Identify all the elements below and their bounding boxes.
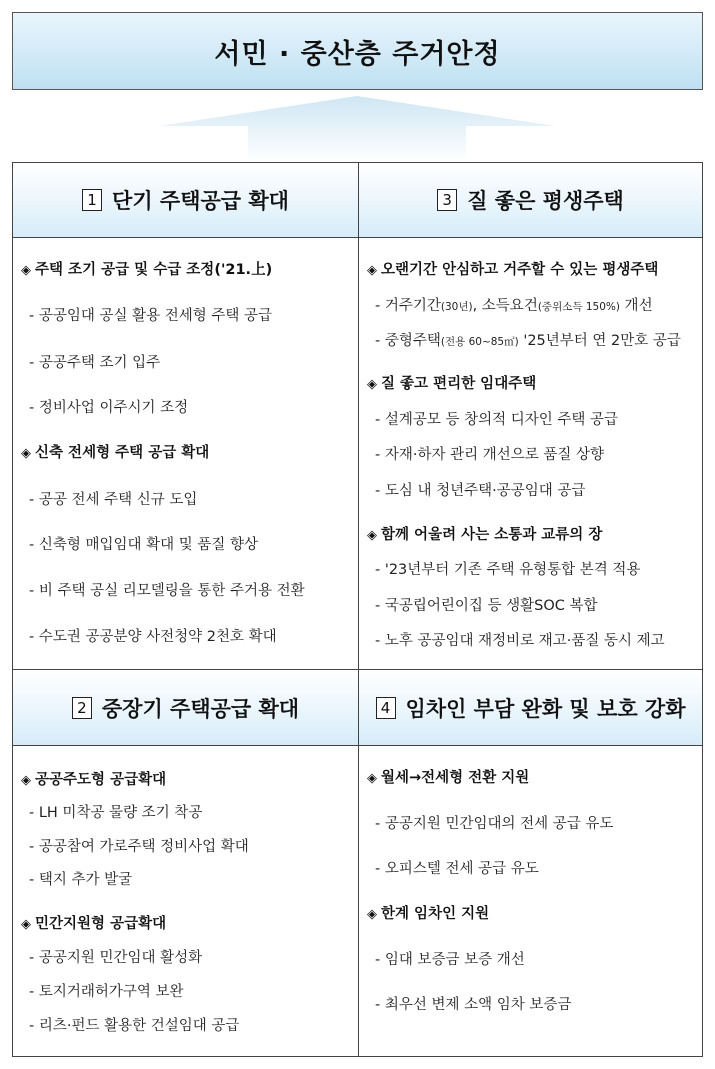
diamond-bullet-icon: ◈ — [367, 771, 377, 786]
section-heading — [21, 260, 354, 281]
list-item: - 비 주택 공실 리모델링을 통한 주거용 전환 — [29, 583, 305, 599]
list-item-part: - 거주기간 — [375, 298, 441, 314]
section-heading — [367, 904, 698, 925]
section-heading-text: 민간지원형 공급확대 — [35, 916, 167, 932]
section-heading — [367, 768, 698, 789]
list-item: - 공공지원 민간임대의 전세 공급 유도 — [375, 816, 614, 832]
diamond-bullet-icon: ◈ — [367, 377, 377, 392]
quadrant-body — [13, 746, 358, 1056]
quadrant-title: 중장기 주택공급 확대 — [101, 696, 300, 721]
quadrant-header — [13, 670, 358, 746]
diamond-bullet-icon: ◈ — [367, 528, 377, 543]
list-item: - LH 미착공 물량 조기 착공 — [29, 805, 203, 821]
list-item: - 공공지원 민간임대 활성화 — [29, 950, 203, 966]
list-item-part: (30년) — [440, 301, 473, 313]
list-item-part: '25년부터 연 2만호 공급 — [518, 333, 681, 349]
list-item: - 토지거래허가구역 보완 — [29, 984, 184, 1000]
quadrant-body — [359, 746, 702, 1056]
quadrant-long-term-supply — [13, 670, 358, 1056]
section-heading-text: 공공주도형 공급확대 — [35, 772, 167, 788]
diamond-bullet-icon: ◈ — [21, 773, 31, 788]
list-item: - 수도권 공공분양 사전청약 2천호 확대 — [29, 629, 277, 645]
number-box: 3 — [437, 189, 457, 211]
list-item: - 공공 전세 주택 신규 도입 — [29, 492, 198, 508]
list-item: - '23년부터 기존 주택 유형통합 본격 적용 — [375, 562, 641, 578]
section-heading-text: 주택 조기 공급 및 수급 조정('21.上) — [35, 262, 273, 278]
diamond-bullet-icon: ◈ — [21, 446, 31, 461]
quadrant-title: 임차인 부담 완화 및 보호 강화 — [405, 696, 686, 721]
list-item — [367, 331, 698, 352]
list-item: - 공공참여 가로주택 정비사업 확대 — [29, 839, 249, 855]
list-item-part: 개선 — [619, 298, 653, 314]
diamond-bullet-icon: ◈ — [21, 263, 31, 278]
list-item: - 임대 보증금 보증 개선 — [375, 952, 525, 968]
section-heading — [21, 443, 354, 464]
quadrant-body — [359, 238, 702, 669]
list-item: - 공공임대 공실 활용 전세형 주택 공급 — [29, 308, 272, 324]
list-item: - 신축형 매입임대 확대 및 품질 향상 — [29, 537, 258, 553]
list-item-part: , 소득요건 — [472, 298, 538, 314]
section-heading — [21, 770, 354, 791]
section-heading — [367, 525, 698, 546]
quadrant-body — [13, 238, 358, 669]
list-item: - 국공립어린이집 등 생활SOC 복합 — [375, 598, 598, 614]
quadrant-header — [359, 670, 702, 746]
section-heading-text: 월세→전세형 전환 지원 — [381, 770, 530, 786]
list-item: - 도심 내 청년주택·공공임대 공급 — [375, 483, 586, 499]
quadrant-header — [13, 163, 358, 238]
list-item-part: - 중형주택 — [375, 333, 441, 349]
list-item: - 노후 공공임대 재정비로 재고·품질 동시 제고 — [375, 633, 665, 649]
section-heading-text: 함께 어울려 사는 소통과 교류의 장 — [381, 527, 603, 543]
list-item-part: (전용 60~85㎡) — [440, 336, 519, 348]
list-item: - 설계공모 등 창의적 디자인 주택 공급 — [375, 412, 618, 428]
page-title: 서민 · 중산층 주거안정 — [12, 12, 703, 90]
diamond-bullet-icon: ◈ — [367, 263, 377, 278]
list-item: - 최우선 변제 소액 임차 보증금 — [375, 997, 572, 1013]
number-box: 4 — [376, 697, 396, 719]
quadrant-tenant-protection — [359, 670, 702, 1056]
quadrant-header — [359, 163, 702, 238]
section-heading — [21, 914, 354, 935]
section-heading-text: 한계 임차인 지원 — [381, 906, 490, 922]
up-arrow-icon — [0, 96, 715, 162]
list-item: - 택지 추가 발굴 — [29, 872, 133, 888]
diamond-bullet-icon: ◈ — [21, 917, 31, 932]
quadrant-title: 질 좋은 평생주택 — [467, 189, 624, 213]
policy-grid — [12, 162, 703, 1057]
number-box: 2 — [72, 697, 92, 719]
list-item: - 정비사업 이주시기 조정 — [29, 400, 189, 416]
list-item — [367, 296, 698, 317]
list-item: - 자재·하자 관리 개선으로 품질 상향 — [375, 447, 604, 463]
list-item: - 공공주택 조기 입주 — [29, 355, 161, 371]
section-heading-text: 신축 전세형 주택 공급 확대 — [35, 445, 210, 461]
quadrant-lifetime-housing — [359, 163, 702, 669]
section-heading — [367, 260, 698, 281]
section-heading — [367, 374, 698, 395]
list-item: - 오피스텔 전세 공급 유도 — [375, 861, 539, 877]
list-item: - 리츠·펀드 활용한 건설임대 공급 — [29, 1018, 240, 1034]
quadrant-title: 단기 주택공급 확대 — [112, 189, 289, 213]
quadrant-short-term-supply — [13, 163, 358, 669]
section-heading-text: 오랜기간 안심하고 거주할 수 있는 평생주택 — [381, 262, 659, 278]
number-box: 1 — [82, 189, 102, 211]
section-heading-text: 질 좋고 편리한 임대주택 — [381, 376, 537, 392]
list-item-part: (중위소득 150%) — [537, 301, 620, 313]
diamond-bullet-icon: ◈ — [367, 907, 377, 922]
